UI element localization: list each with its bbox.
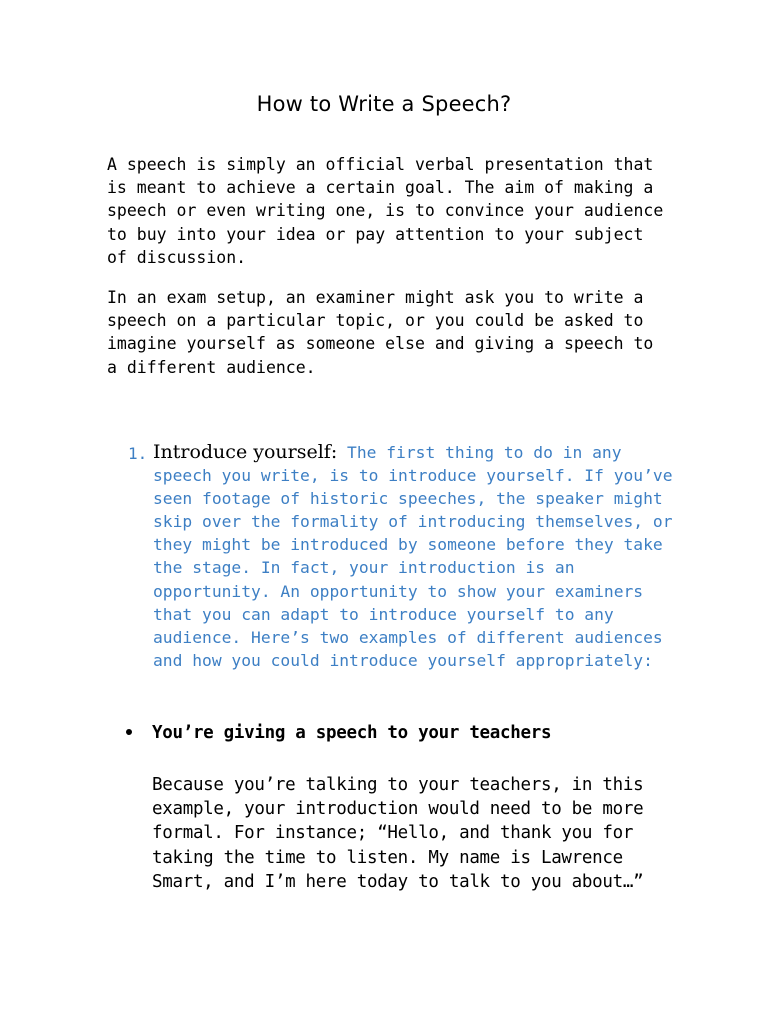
list-item-text: The first thing to do in any speech you write, is to introduce yourself. If you’ve seen footage of historic speeches, the speaker might skip over the formality of introducing themselves, or they might be introduced by someone before they take the stage. In fact, your introduction is an opportunity. An opportunity to show your examiners that you can adapt to introduce yourself to any audience. Here’s two examples of different audiences and how you could introduce yourself appropriately: — [153, 443, 673, 670]
document-title: How to Write a Speech? — [256, 92, 512, 116]
bullet-body-text: Because you’re talking to your teachers, in this example, your introduction would need to be more formal. For instance; “Hello, and thank you for taking the time to listen. My name is Lawrence Smart, and I’m here today to talk to you about…” — [152, 775, 644, 892]
bullet-dot-icon — [126, 729, 132, 735]
bullet-heading: You’re giving a speech to your teachers — [152, 723, 552, 743]
ordered-list-item — [153, 441, 673, 672]
list-item-lead: Introduce yourself: — [153, 441, 338, 463]
intro-paragraph: A speech is simply an official verbal presentation that is meant to achieve a certain goal. The aim of making a speech or even writing one, is to convince your audience to buy into your idea or pay attention to your subject of discussion. — [107, 155, 664, 267]
list-number-marker: 1. — [128, 444, 148, 463]
exam-setup-paragraph: In an exam setup, an examiner might ask you to write a speech on a particular topic, or you could be asked to imagine yourself as someone else and giving a speech to a different audience. — [107, 288, 654, 377]
